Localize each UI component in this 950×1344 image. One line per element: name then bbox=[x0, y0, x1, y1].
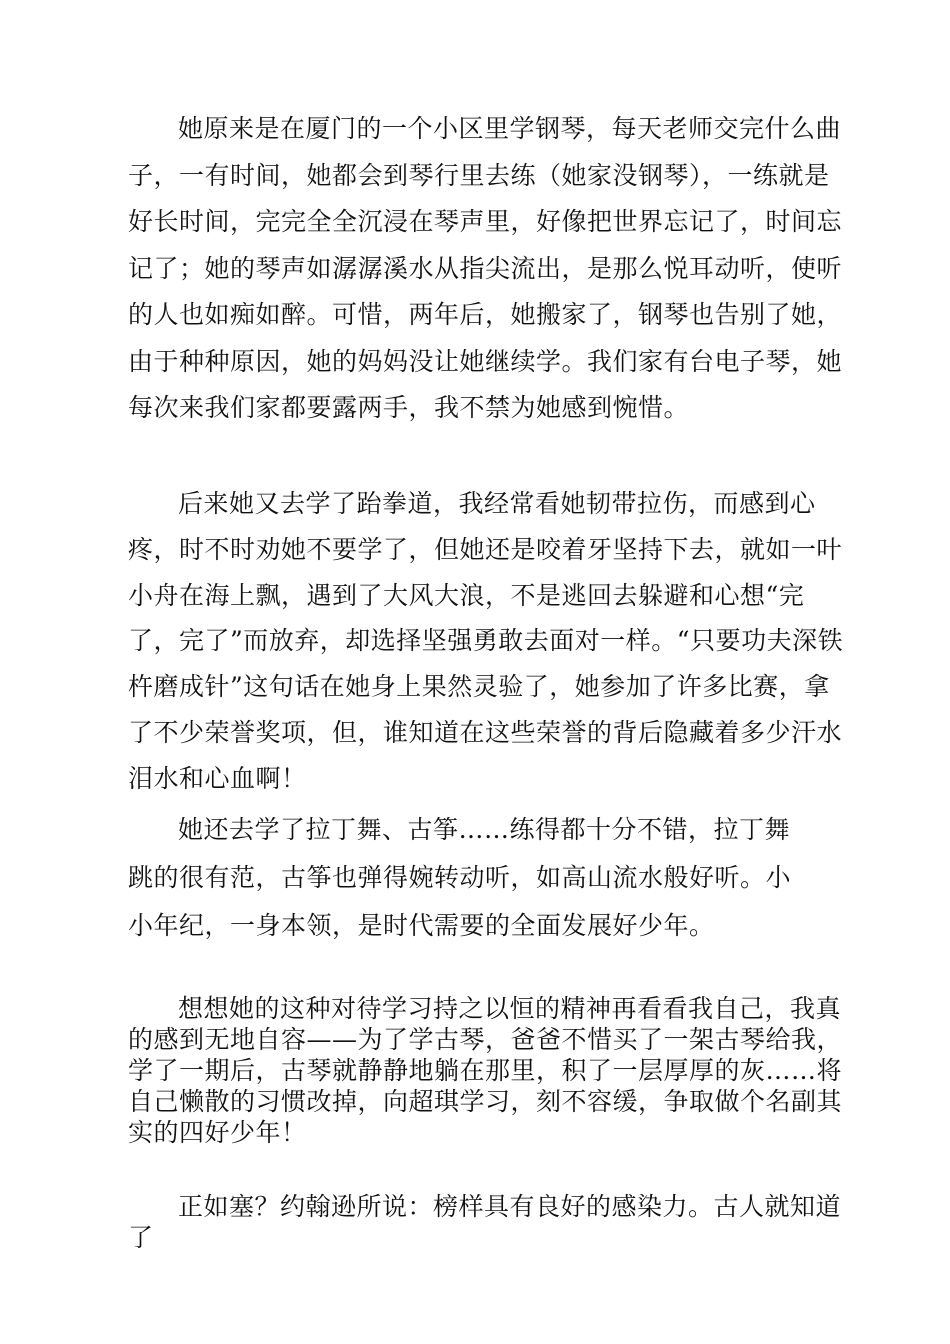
paragraph-piano: 她原来是在厦门的一个小区里学钢琴，每天老师交完什么曲子，一有时间，她都会到琴行里去练（她家没钢琴），一练就是好长时间，完完全全沉浸在琴声里，好像把世界忘记了，时间忘记了；她的琴声如潺潺溪水从指尖流出，是那么悦耳动听，使听的人也如痴如醉。可惜，两年后，她搬家了，钢琴也告别了她，由于种种原因，她的妈妈没让她继续学。我们家有台电子琴，她每次来我们家都要露两手，我不禁为她感到惋惜。 bbox=[128, 114, 843, 422]
paragraph-dance-guzheng: 她还去学了拉丁舞、古筝……练得都十分不错，拉丁舞跳的很有范，古筝也弹得婉转动听，如高山流水般好听。小小年纪，一身本领，是时代需要的全面发展好少年。 bbox=[128, 815, 792, 940]
paragraph-self-reflection: 想想她的这种对待学习持之以恒的精神再看看我自己，我真的感到无地自容——为了学古琴，爸爸不惜买了一架古琴给我，学了一期后，古琴就静静地躺在那里，积了一层厚厚的灰……将自己懒散的习惯改掉，向超琪学习，刻不容缓，争取做个名副其实的四好少年！ bbox=[128, 994, 843, 1147]
paragraph-quote: 正如塞？约翰逊所说：榜样具有良好的感染力。古人就知道了 bbox=[128, 1192, 842, 1252]
paragraph-taekwondo: 后来她又去学了跆拳道，我经常看她韧带拉伤，而感到心疼，时不时劝她不要学了，但她还是咬着牙坚持下去，就如一叶小舟在海上飘，遇到了大风大浪，不是逃回去躲避和心想“完了，完了”而放弃，却选择坚强勇敢去面对一样。“只要功夫深铁杵磨成针”这句话在她身上果然灵验了，她参加了许多比赛，拿了不少荣誉奖项，但，谁知道在这些荣誉的背后隐藏着多少汗水泪水和心血啊！ bbox=[128, 489, 844, 793]
